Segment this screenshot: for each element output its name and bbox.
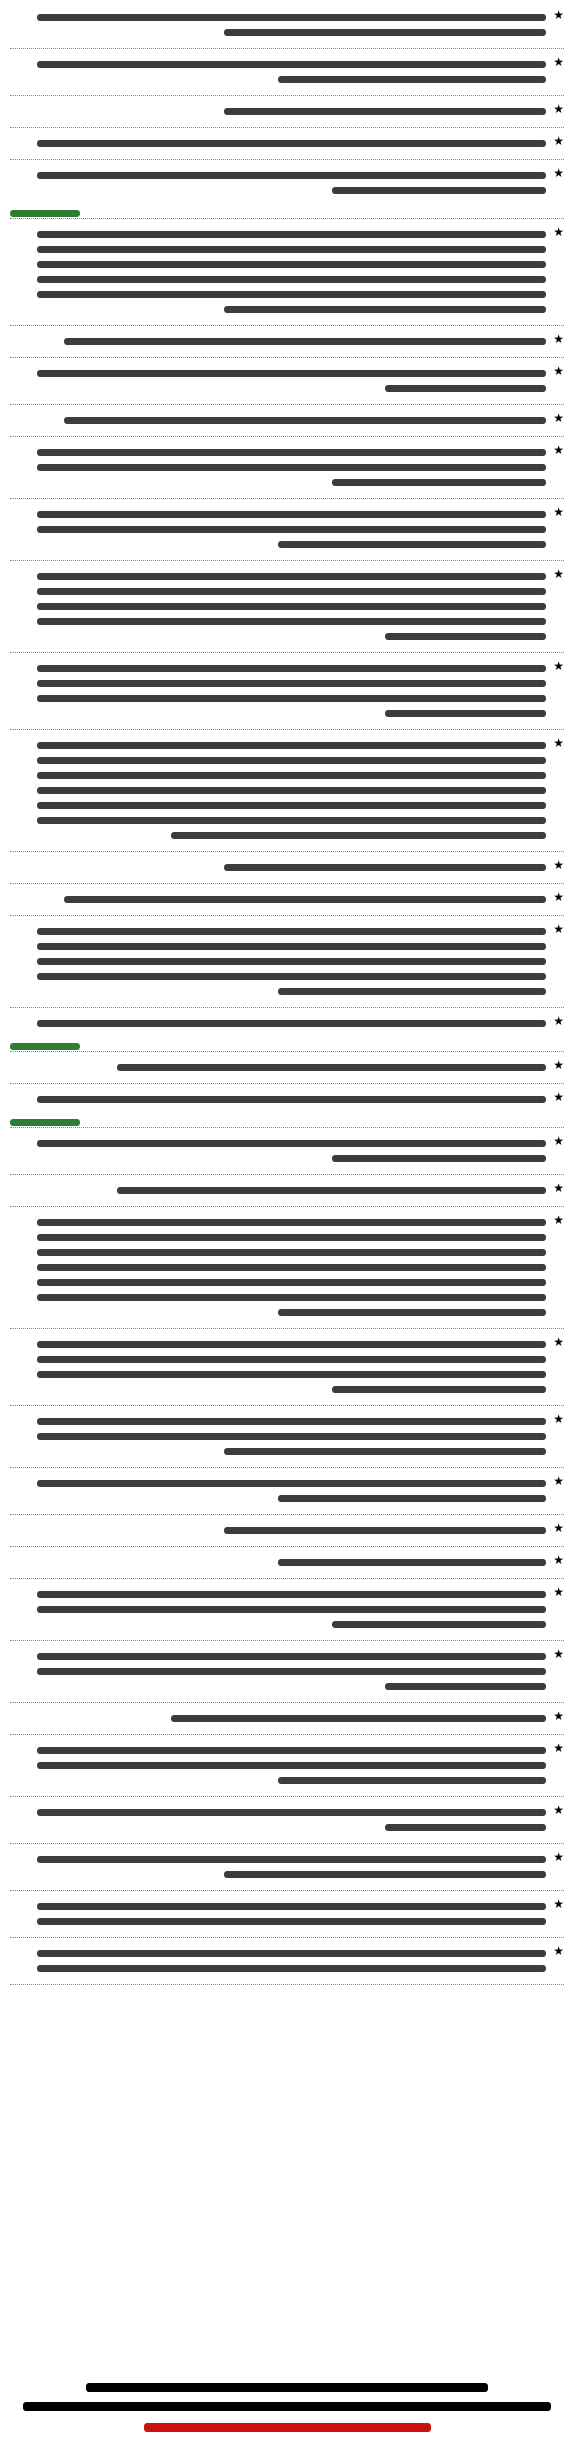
star-bullet-icon: ★ [553, 890, 564, 904]
star-bullet-icon: ★ [553, 505, 564, 519]
star-bullet-icon: ★ [553, 1474, 564, 1488]
star-bullet-icon: ★ [553, 332, 564, 346]
star-bullet-icon: ★ [553, 1897, 564, 1911]
star-bullet-icon: ★ [553, 567, 564, 581]
star-bullet-icon: ★ [553, 1741, 564, 1755]
list-item [10, 565, 564, 653]
list-item [10, 132, 564, 160]
star-bullet-icon: ★ [553, 443, 564, 457]
star-bullet-icon: ★ [553, 1585, 564, 1599]
star-bullet-icon: ★ [553, 364, 564, 378]
list-item [10, 1583, 564, 1641]
star-bullet-icon: ★ [553, 1014, 564, 1028]
list-item [10, 6, 564, 49]
star-bullet-icon: ★ [553, 1944, 564, 1958]
list-item [10, 1551, 564, 1579]
list-item [10, 1012, 564, 1052]
list-item [10, 1472, 564, 1515]
star-bullet-icon: ★ [553, 1553, 564, 1567]
list-item [10, 1410, 564, 1468]
list-item [10, 1739, 564, 1797]
star-bullet-icon: ★ [553, 1335, 564, 1349]
star-bullet-icon: ★ [553, 1181, 564, 1195]
closing-line [86, 2383, 488, 2392]
list-item [10, 856, 564, 884]
source-reference [10, 210, 80, 217]
list-item [10, 53, 564, 96]
list-item [10, 362, 564, 405]
list-item [10, 441, 564, 499]
list-item [10, 1848, 564, 1891]
star-bullet-icon: ★ [553, 1709, 564, 1723]
list-item [10, 1942, 564, 1985]
list-item [10, 223, 564, 326]
star-bullet-icon: ★ [553, 1090, 564, 1104]
list-item [10, 1895, 564, 1938]
star-bullet-icon: ★ [553, 134, 564, 148]
istinja-rules-list [10, 6, 564, 1985]
closing-prayer [0, 2373, 574, 2432]
list-item [10, 1056, 564, 1084]
star-bullet-icon: ★ [553, 1850, 564, 1864]
star-bullet-icon: ★ [553, 1213, 564, 1227]
star-bullet-icon: ★ [553, 102, 564, 116]
list-item [10, 657, 564, 730]
list-item [10, 1333, 564, 1406]
star-bullet-icon: ★ [553, 8, 564, 22]
star-bullet-icon: ★ [553, 166, 564, 180]
list-item [10, 503, 564, 561]
list-item [10, 1519, 564, 1547]
source-reference [10, 1043, 80, 1050]
star-bullet-icon: ★ [553, 659, 564, 673]
list-item [10, 1088, 564, 1128]
star-bullet-icon: ★ [553, 225, 564, 239]
star-bullet-icon: ★ [553, 55, 564, 69]
list-item [10, 888, 564, 916]
star-bullet-icon: ★ [553, 736, 564, 750]
star-bullet-icon: ★ [553, 1647, 564, 1661]
list-item [10, 164, 564, 219]
star-bullet-icon: ★ [553, 1134, 564, 1148]
list-item [10, 1132, 564, 1175]
list-item [10, 1645, 564, 1703]
closing-ameen-line [144, 2423, 431, 2432]
star-bullet-icon: ★ [553, 858, 564, 872]
list-item [10, 1179, 564, 1207]
star-bullet-icon: ★ [553, 922, 564, 936]
list-item [10, 1707, 564, 1735]
star-bullet-icon: ★ [553, 1058, 564, 1072]
closing-line [23, 2402, 551, 2411]
list-item [10, 734, 564, 852]
star-bullet-icon: ★ [553, 1521, 564, 1535]
list-item [10, 920, 564, 1008]
star-bullet-icon: ★ [553, 1412, 564, 1426]
list-item [10, 100, 564, 128]
source-reference [10, 1119, 80, 1126]
list-item [10, 1801, 564, 1844]
star-bullet-icon: ★ [553, 1803, 564, 1817]
list-item [10, 1211, 564, 1329]
star-bullet-icon: ★ [553, 411, 564, 425]
list-item [10, 330, 564, 358]
list-item [10, 409, 564, 437]
